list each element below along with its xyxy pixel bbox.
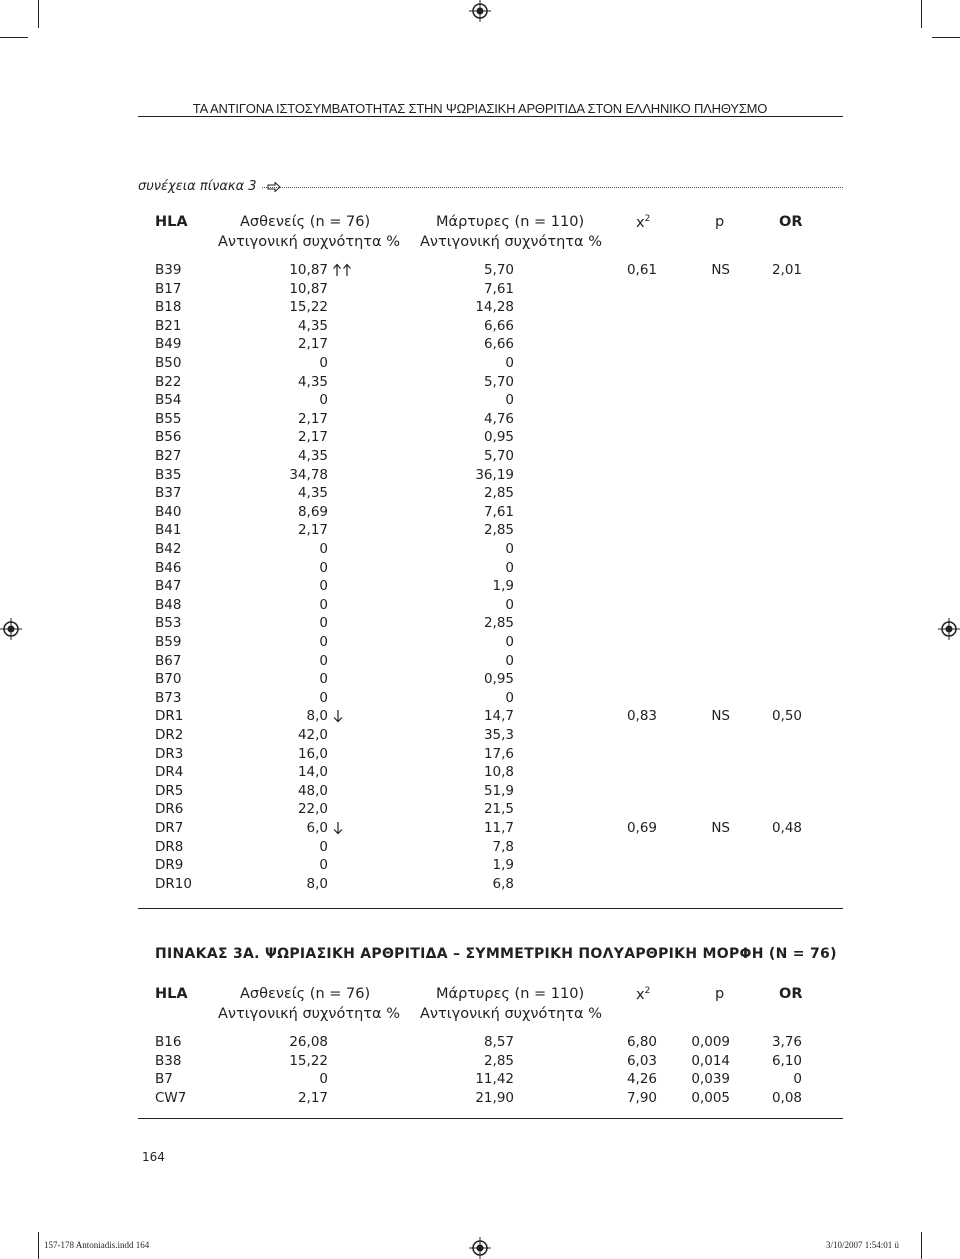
cell-or-value: 2,01	[771, 262, 802, 278]
cell-hla-value: DR4	[155, 764, 184, 781]
cell-or	[138, 1089, 802, 1107]
table-row	[138, 410, 843, 428]
table3a-bottom-rule	[138, 1118, 843, 1119]
cell-or	[138, 1033, 802, 1051]
cell-controls-value: 14,28	[475, 299, 514, 316]
table-row	[138, 298, 843, 316]
cell-patients-value: 2,17	[297, 1089, 328, 1106]
table-row	[138, 466, 843, 484]
cell-patients-value: 0	[319, 652, 328, 669]
table-row	[138, 447, 843, 465]
col-chi-letter: x	[636, 986, 645, 1003]
cell-hla-value: B50	[155, 355, 182, 371]
cell-controls	[138, 410, 514, 428]
col-or: OR	[779, 214, 803, 230]
cell-controls	[138, 354, 514, 372]
cell-controls-value: 21,90	[475, 1089, 514, 1106]
cell-or-value: 0,48	[771, 820, 802, 836]
cell-or	[138, 819, 802, 837]
cell-patients-value: 16,0	[297, 745, 328, 762]
col-controls: Μάρτυρες (n = 110)	[436, 214, 585, 230]
table-row	[138, 1089, 843, 1107]
table-row	[138, 280, 843, 298]
cell-hla-value: B48	[155, 596, 182, 613]
cell-patients-value: 0	[319, 1071, 328, 1088]
cell-controls	[138, 577, 514, 595]
cell-patients-value: 15,22	[289, 1052, 328, 1069]
cell-controls	[138, 763, 514, 781]
cell-controls-value: 5,70	[483, 373, 514, 390]
cell-controls-value: 7,8	[492, 838, 514, 855]
col-chi-sup: 2	[644, 214, 651, 224]
cell-controls	[138, 466, 514, 484]
cell-controls-value: 6,8	[492, 875, 514, 892]
col-or: OR	[779, 986, 803, 1002]
cell-controls-value: 17,6	[483, 745, 514, 762]
cell-hla-value: DR3	[155, 745, 184, 762]
col-controls-sub: Αντιγονική συχνότητα %	[420, 234, 602, 250]
cell-patients-value: 0	[319, 559, 328, 576]
table-row	[138, 745, 843, 763]
col-p: p	[715, 986, 725, 1002]
table-row	[138, 875, 843, 893]
cell-chi2-value: 0,69	[626, 820, 657, 836]
footer-right: 3/10/2007 1:54:01 ü	[826, 1240, 900, 1250]
cell-hla-value: B17	[155, 280, 182, 297]
cell-hla-value: B38	[155, 1052, 182, 1069]
cell-or	[138, 1070, 802, 1088]
registration-mark-icon	[938, 618, 960, 640]
table-row	[138, 596, 843, 614]
cell-controls-value: 0	[505, 689, 514, 706]
cell-patients-value: 0	[319, 541, 328, 557]
cell-controls-value: 51,9	[483, 782, 514, 799]
registration-mark-icon	[469, 0, 491, 22]
cell-controls-value: 1,9	[492, 578, 514, 595]
col-patients-sub: Αντιγονική συχνότητα %	[218, 1006, 400, 1022]
cell-patients-value: 2,17	[297, 336, 328, 353]
cell-controls-value: 7,61	[483, 503, 514, 520]
cell-controls-value: 10,8	[483, 764, 514, 781]
cell-hla-value: B53	[155, 615, 182, 632]
crop-mark	[932, 37, 960, 38]
cell-hla-value: CW7	[155, 1089, 187, 1106]
cell-hla-value: B70	[155, 671, 182, 688]
table-row	[138, 819, 843, 837]
cell-hla-value: B49	[155, 336, 182, 353]
cell-controls-value: 0	[505, 559, 514, 576]
cell-controls-value: 0	[505, 355, 514, 371]
col-hla: HLA	[155, 214, 188, 230]
table-row	[138, 652, 843, 670]
cell-patients-value: 0	[319, 838, 328, 855]
cell-controls-value: 7,61	[483, 280, 514, 297]
cell-controls-value: 14,7	[483, 708, 514, 725]
cell-hla-value: B73	[155, 689, 182, 706]
table-row	[138, 670, 843, 688]
col-chi	[636, 986, 650, 1003]
table-row	[138, 707, 843, 725]
cell-controls	[138, 800, 514, 818]
cell-patients-value: 0	[319, 615, 328, 632]
cell-patients-value: 4,35	[297, 448, 328, 464]
cell-controls-value: 0	[505, 392, 514, 409]
table-row	[138, 838, 843, 856]
cell-controls	[138, 689, 514, 707]
cell-patients-value: 0	[319, 634, 328, 650]
cell-controls-value: 0,95	[483, 429, 514, 446]
cell-controls-value: 0,95	[483, 671, 514, 688]
col-controls-sub: Αντιγονική συχνότητα %	[420, 1006, 602, 1022]
cell-controls	[138, 838, 514, 856]
cell-controls	[138, 447, 514, 465]
table-row	[138, 503, 843, 521]
cell-controls	[138, 745, 514, 763]
col-chi-letter: x	[636, 214, 645, 231]
cell-patients-value: 2,17	[297, 429, 328, 446]
cell-hla-value: B41	[155, 522, 182, 539]
table-row	[138, 782, 843, 800]
table-row	[138, 261, 843, 279]
col-hla: HLA	[155, 986, 188, 1002]
cell-controls-value: 35,3	[483, 727, 514, 743]
cell-p-value: 0,009	[691, 1034, 730, 1050]
cell-controls-value: 4,76	[483, 410, 514, 427]
continuation-note	[138, 179, 281, 194]
cell-controls	[138, 670, 514, 688]
cell-p-value: NS	[711, 820, 730, 836]
cell-patients-value: 10,87	[289, 280, 328, 297]
header-rule	[138, 116, 843, 117]
cell-hla-value: DR10	[155, 875, 192, 892]
cell-hla-value: B40	[155, 503, 182, 520]
cell-patients-value: 26,08	[289, 1034, 328, 1050]
cell-or-value: 0,08	[771, 1089, 802, 1106]
cell-controls-value: 11,7	[483, 820, 514, 836]
page-number: 164	[142, 1150, 165, 1164]
cell-controls	[138, 521, 514, 539]
cell-hla-value: DR1	[155, 708, 184, 725]
table-row	[138, 391, 843, 409]
running-head: ΤΑ ΑΝΤΙΓΟΝΑ ΙΣΤΟΣΥΜΒΑΤΟΤΗΤΑΣ ΣΤΗΝ ΨΩΡΙΑΣΙΚΗ ΑΡΘΡΙΤΙΔΑ ΣΤΟΝ ΕΛΛΗΝΙΚΟ ΠΛΗΘΥΣΜΟ	[192, 101, 768, 116]
cell-or-value: 0,50	[771, 708, 802, 725]
col-chi	[636, 214, 650, 231]
cell-controls	[138, 335, 514, 353]
cell-patients-value: 0	[319, 689, 328, 706]
crop-mark	[0, 37, 28, 38]
cell-patients-value: 0	[319, 671, 328, 688]
col-patients: Ασθενείς (n = 76)	[240, 986, 371, 1002]
cell-patients-value: 0	[319, 392, 328, 409]
cell-hla-value: DR5	[155, 782, 184, 799]
cell-chi2-value: 0,61	[626, 262, 657, 278]
cell-controls	[138, 428, 514, 446]
cell-patients-value: 0	[319, 596, 328, 613]
cell-p-value: NS	[711, 262, 730, 278]
cell-patients-value: 4,35	[297, 485, 328, 502]
cell-patients-value: 0	[319, 578, 328, 595]
cell-controls-value: 8,57	[483, 1034, 514, 1050]
cell-hla-value: B37	[155, 485, 182, 502]
cell-patients-value: 0	[319, 355, 328, 371]
cell-hla-value: B22	[155, 373, 182, 390]
cell-controls-value: 2,85	[483, 615, 514, 632]
cell-patients-value: 8,69	[297, 503, 328, 520]
cell-controls-value: 5,70	[483, 262, 514, 278]
cell-patients-value: 48,0	[297, 782, 328, 799]
cell-controls-value: 21,5	[483, 801, 514, 818]
cell-controls	[138, 782, 514, 800]
table-row	[138, 633, 843, 651]
table-row	[138, 354, 843, 372]
cell-controls	[138, 373, 514, 391]
cell-or-value: 0	[793, 1071, 802, 1088]
cell-patients-value: 2,17	[297, 410, 328, 427]
table-row	[138, 484, 843, 502]
cell-controls-value: 36,19	[475, 466, 514, 483]
cell-controls	[138, 652, 514, 670]
table-row	[138, 689, 843, 707]
cell-patients-value: 2,17	[297, 522, 328, 539]
col-chi-sup: 2	[644, 986, 651, 996]
cell-hla-value: B7	[155, 1071, 173, 1088]
cell-controls-value: 5,70	[483, 448, 514, 464]
registration-mark-icon	[0, 618, 22, 640]
cell-controls	[138, 614, 514, 632]
cell-or	[138, 261, 802, 279]
col-p: p	[715, 214, 725, 230]
crop-mark	[921, 1232, 922, 1259]
cell-patients-value: 0	[319, 857, 328, 874]
cell-controls-value: 0	[505, 634, 514, 650]
cell-hla-value: B39	[155, 262, 182, 278]
dotted-leader	[262, 187, 843, 188]
crop-mark	[38, 1232, 39, 1259]
cell-or-value: 3,76	[771, 1034, 802, 1050]
table-row	[138, 1070, 843, 1088]
table-row	[138, 317, 843, 335]
cell-hla-value: DR6	[155, 801, 184, 818]
cell-controls	[138, 596, 514, 614]
cell-hla-value: B46	[155, 559, 182, 576]
table-row	[138, 335, 843, 353]
table-row	[138, 540, 843, 558]
cell-patients-value: 4,35	[297, 317, 328, 334]
cell-controls	[138, 503, 514, 521]
cell-chi2-value: 4,26	[626, 1071, 657, 1088]
cell-hla-value: B47	[155, 578, 182, 595]
cell-controls-value: 0	[505, 596, 514, 613]
table-row	[138, 1052, 843, 1070]
cell-hla-value: DR8	[155, 838, 184, 855]
cell-chi2-value: 6,80	[626, 1034, 657, 1050]
cell-hla-value: B27	[155, 448, 182, 464]
cell-controls-value: 11,42	[475, 1071, 514, 1088]
cell-or	[138, 1052, 802, 1070]
cell-controls	[138, 391, 514, 409]
table-row	[138, 559, 843, 577]
cell-patients-value: 34,78	[289, 466, 328, 483]
cell-controls	[138, 856, 514, 874]
cell-hla-value: B54	[155, 392, 182, 409]
cell-hla-value: DR2	[155, 727, 184, 743]
cell-controls	[138, 633, 514, 651]
cell-chi2-value: 7,90	[626, 1089, 657, 1106]
cell-hla-value: B59	[155, 634, 182, 650]
table-row	[138, 856, 843, 874]
table3a-title: ΠΙΝΑΚΑΣ 3Α. ΨΩΡΙΑΣΙΚΗ ΑΡΘΡΙΤΙΔΑ – ΣΥΜΜΕΤΡΙΚΗ ΠΟΛΥΑΡΘΡΙΚΗ ΜΟΡΦΗ (Ν = 76)	[155, 946, 837, 962]
col-controls: Μάρτυρες (n = 110)	[436, 986, 585, 1002]
table3-bottom-rule	[138, 908, 843, 909]
cell-or	[138, 707, 802, 725]
cell-controls	[138, 540, 514, 558]
cell-patients-value: 6,0	[306, 820, 328, 836]
cell-hla-value: B42	[155, 541, 182, 557]
cell-patients-value: 8,0	[306, 875, 328, 892]
cell-chi2-value: 6,03	[626, 1052, 657, 1069]
table-row	[138, 373, 843, 391]
table-row	[138, 763, 843, 781]
table-row	[138, 726, 843, 744]
cell-controls-value: 2,85	[483, 1052, 514, 1069]
cell-controls-value: 6,66	[483, 336, 514, 353]
cell-controls	[138, 280, 514, 298]
cell-hla-value: B21	[155, 317, 182, 334]
cell-chi2-value: 0,83	[626, 708, 657, 725]
cell-controls-value: 6,66	[483, 317, 514, 334]
crop-mark	[38, 0, 39, 28]
cell-hla-value: B16	[155, 1034, 182, 1050]
table-row	[138, 614, 843, 632]
cell-hla-value: B67	[155, 652, 182, 669]
table-row	[138, 800, 843, 818]
cell-controls-value: 2,85	[483, 522, 514, 539]
cell-controls	[138, 298, 514, 316]
table-row	[138, 521, 843, 539]
table-row	[138, 428, 843, 446]
table-row	[138, 1033, 843, 1051]
cell-controls-value: 2,85	[483, 485, 514, 502]
cell-p-value: NS	[711, 708, 730, 725]
cell-controls	[138, 875, 514, 893]
cell-patients-value: 22,0	[297, 801, 328, 818]
cell-controls-value: 1,9	[492, 857, 514, 874]
cell-controls	[138, 726, 514, 744]
cell-hla-value: B35	[155, 466, 182, 483]
cell-hla-value: B56	[155, 429, 182, 446]
footer-left: 157-178 Antoniadis.indd 164	[44, 1240, 150, 1250]
cell-controls	[138, 559, 514, 577]
cell-p-value: 0,005	[691, 1089, 730, 1106]
cell-p-value: 0,039	[691, 1071, 730, 1088]
cell-patients-value: 15,22	[289, 299, 328, 316]
cell-hla-value: DR9	[155, 857, 184, 874]
col-patients-sub: Αντιγονική συχνότητα %	[218, 234, 400, 250]
table-row	[138, 577, 843, 595]
cell-hla-value: B55	[155, 410, 182, 427]
cell-controls-value: 0	[505, 541, 514, 557]
cell-patients-value: 42,0	[297, 727, 328, 743]
cell-controls	[138, 484, 514, 502]
cell-hla-value: DR7	[155, 820, 184, 836]
crop-mark	[921, 0, 922, 28]
cell-p-value: 0,014	[691, 1052, 730, 1069]
cell-patients-value: 10,87	[289, 262, 328, 278]
cell-controls-value: 0	[505, 652, 514, 669]
cell-patients-value: 4,35	[297, 373, 328, 390]
cell-controls	[138, 317, 514, 335]
registration-mark-icon	[469, 1237, 491, 1259]
cell-or-value: 6,10	[771, 1052, 802, 1069]
cell-patients-value: 14,0	[297, 764, 328, 781]
cell-patients-value: 8,0	[306, 708, 328, 725]
cell-hla-value: B18	[155, 299, 182, 316]
continuation-text: συνέχεια πίνακα 3	[138, 179, 257, 194]
col-patients: Ασθενείς (n = 76)	[240, 214, 371, 230]
